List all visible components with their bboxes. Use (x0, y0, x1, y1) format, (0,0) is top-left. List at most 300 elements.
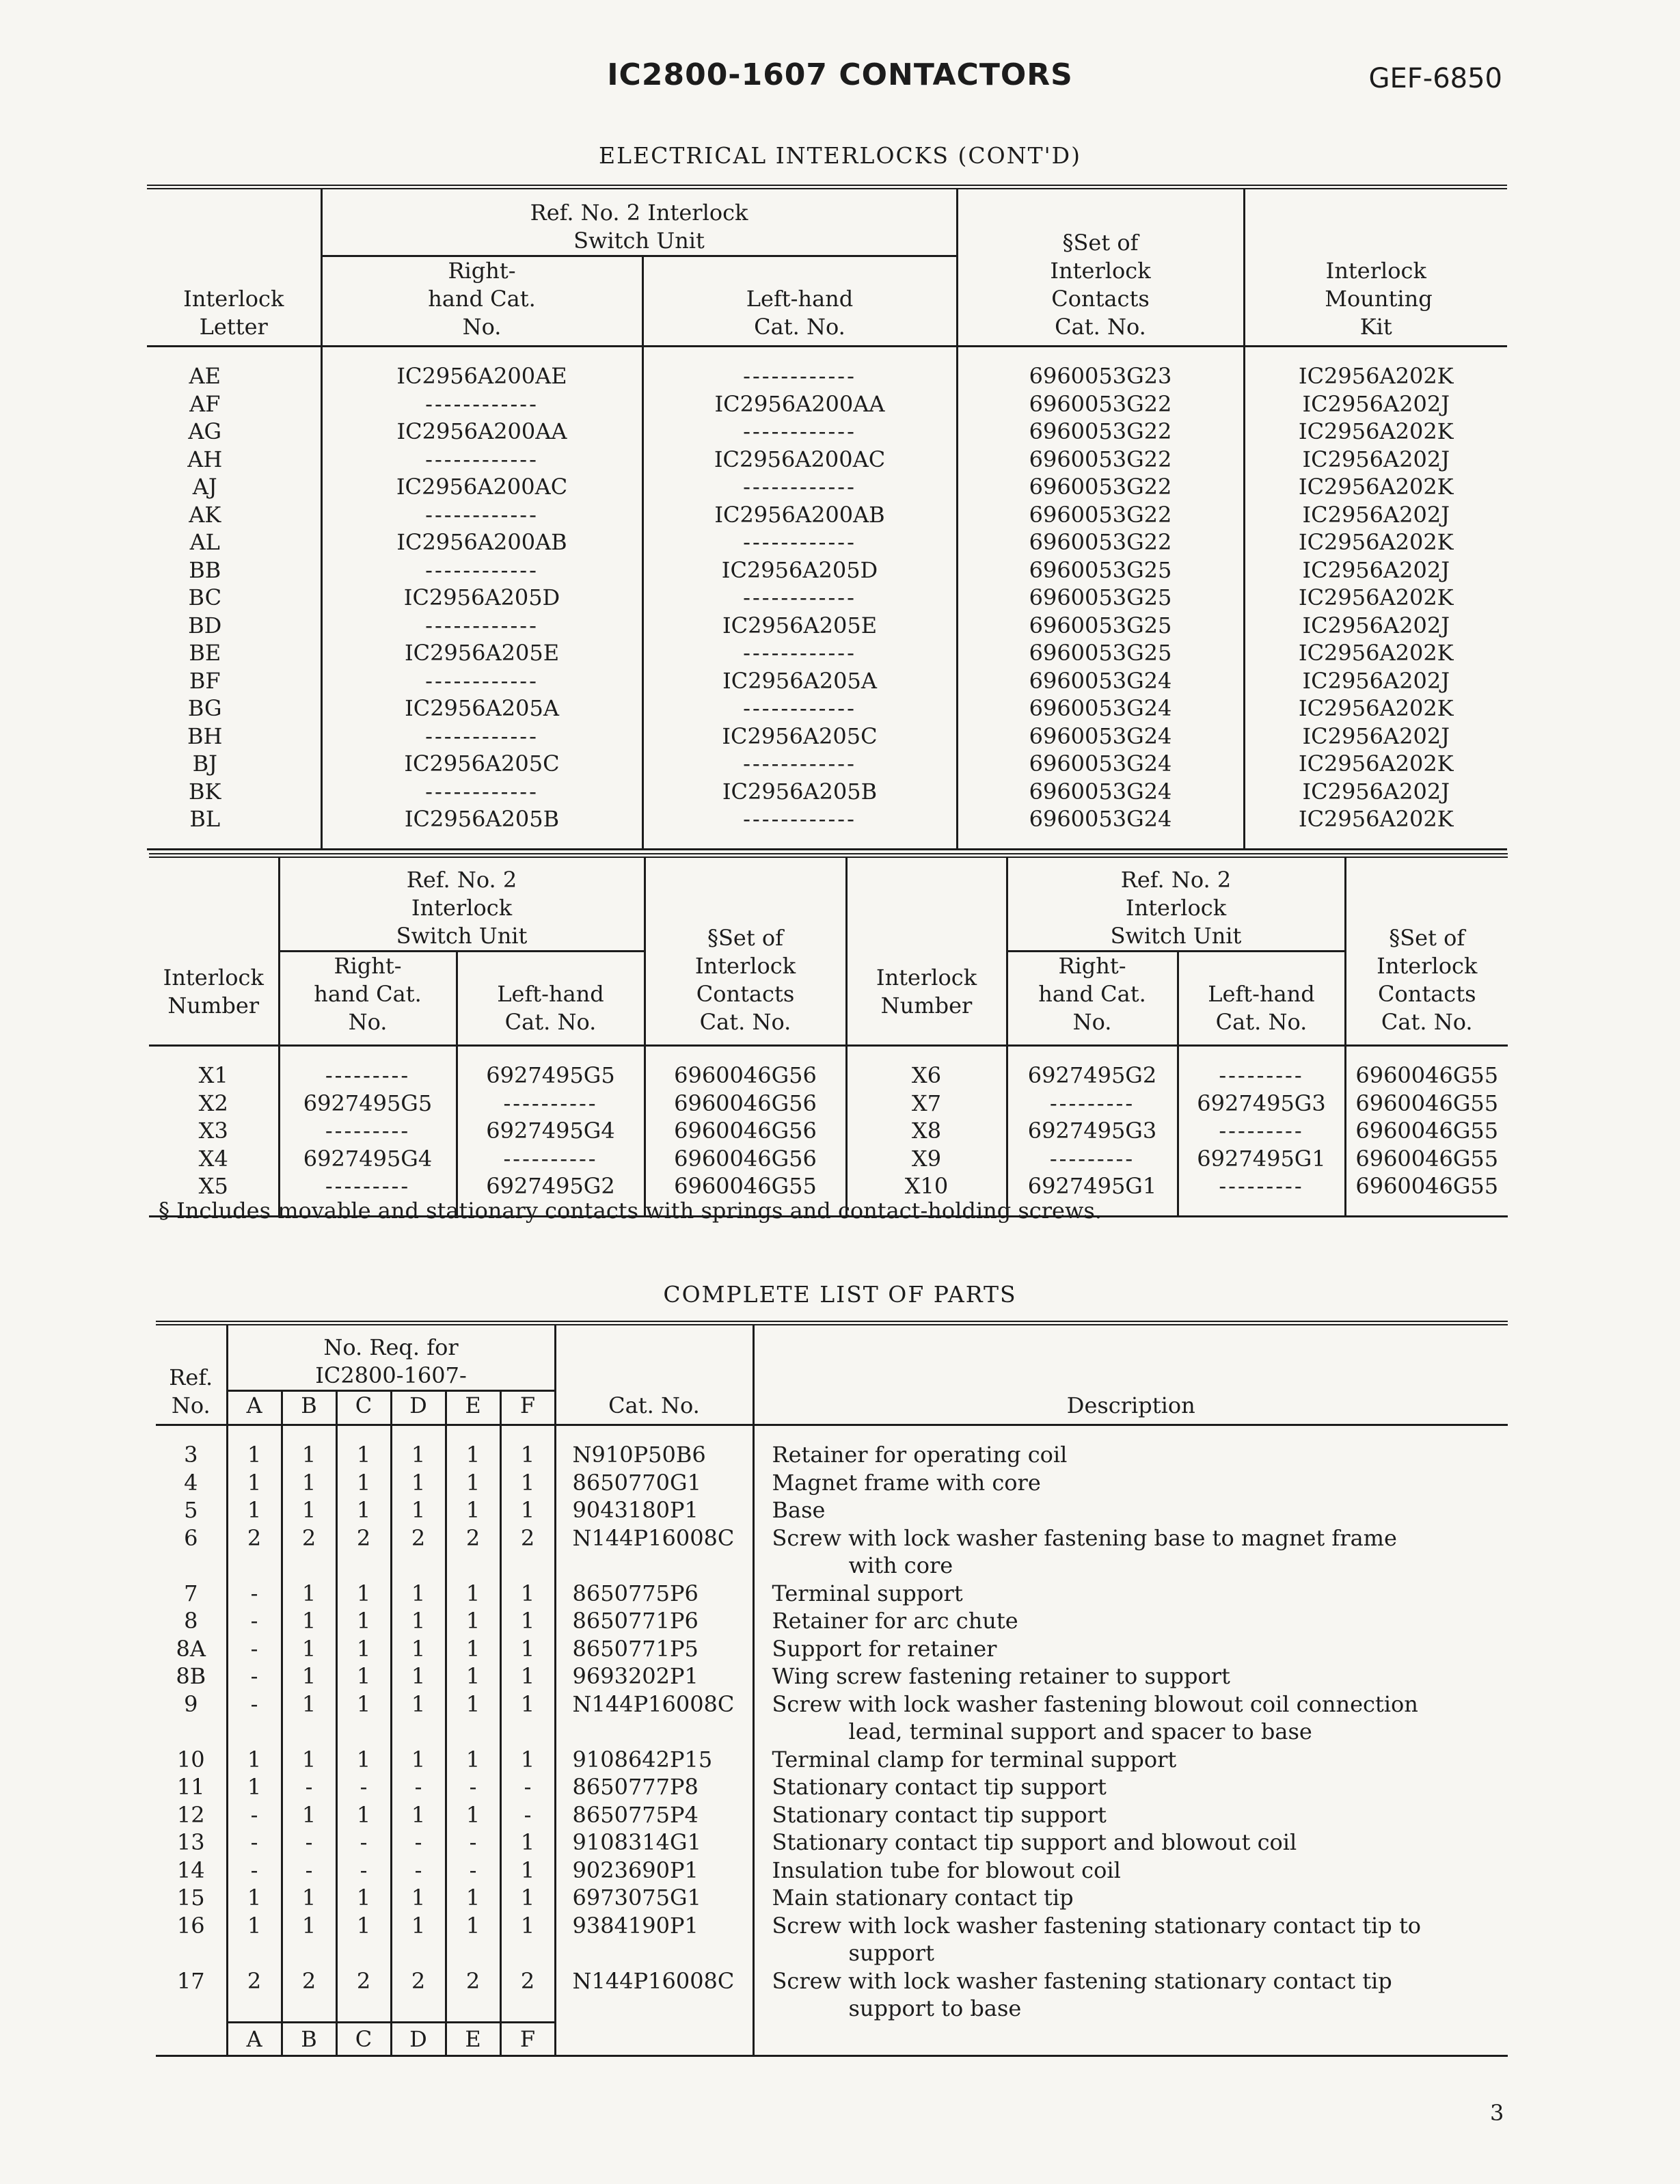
left-hand-cat-no: 6927495G1 (1178, 1145, 1345, 1173)
qty-c: 1 (336, 1912, 391, 1967)
cat-no: 9108314G1 (555, 1829, 753, 1857)
right-hand-cat-no: ------------ (321, 667, 642, 695)
left-hand-cat-no: IC2956A200AC (642, 446, 957, 474)
mounting-kit: IC2956A202K (1244, 750, 1507, 778)
qty-a: 1 (227, 1441, 282, 1469)
right-hand-cat-no: IC2956A205D (321, 584, 642, 612)
description (753, 1662, 1508, 1690)
mounting-kit: IC2956A202J (1244, 667, 1507, 695)
qty-a: - (227, 1801, 282, 1829)
left-hand-cat-no: ------------ (642, 805, 957, 833)
table-row (156, 1469, 1508, 1497)
qty-e: 1 (446, 1635, 500, 1663)
col-header-right-hand-b: Right-hand Cat. No. (1007, 952, 1178, 1046)
table-row (147, 446, 1507, 474)
ref-no: 8A (176, 1635, 206, 1662)
contacts-cat-no: 6960053G22 (957, 528, 1244, 556)
right-hand-cat-no: IC2956A200AA (321, 418, 642, 446)
cat-no: 8650777P8 (555, 1773, 753, 1801)
model-header-b: B (282, 1391, 336, 1425)
left-hand-cat-no: ------------ (642, 473, 957, 501)
document-number: GEF-6850 (1368, 63, 1502, 94)
table-row (156, 1496, 1508, 1524)
qty-a: - (227, 1580, 282, 1608)
qty-d: 1 (391, 1884, 446, 1912)
model-footer-c: C (336, 2023, 391, 2056)
description-line: Stationary contact tip support (772, 1774, 1107, 1800)
cat-no: 8650775P4 (555, 1801, 753, 1829)
col-header-interlock-number-b: Interlock Number (846, 856, 1007, 1046)
mounting-kit: IC2956A202K (1244, 584, 1507, 612)
description-line: Stationary contact tip support and blowout coil (772, 1829, 1297, 1855)
col-group-no-req: No. Req. for IC2800-1607- (227, 1323, 555, 1391)
model-footer-a: A (227, 2023, 282, 2056)
description (753, 1524, 1508, 1580)
qty-a: 1 (227, 1884, 282, 1912)
ref-no: 14 (176, 1857, 205, 1883)
description (753, 1912, 1508, 1967)
right-hand-cat-no: ------------ (321, 556, 642, 584)
right-hand-cat-no: ------------ (321, 778, 642, 806)
ref-no: 5 (184, 1497, 198, 1523)
col-group-switch-unit-b: Ref. No. 2 Interlock Switch Unit (1007, 856, 1345, 952)
table-row (147, 584, 1507, 612)
qty-b: 1 (282, 1607, 336, 1635)
interlock-number: X5 (198, 1173, 228, 1199)
contacts-cat-no: 6960046G56 (645, 1117, 846, 1145)
qty-d: 1 (391, 1469, 446, 1497)
interlock-number: X9 (846, 1145, 1007, 1173)
left-hand-cat-no: ------------ (642, 695, 957, 723)
left-hand-cat-no: IC2956A200AB (642, 501, 957, 529)
qty-e: - (446, 1857, 500, 1885)
interlock-letter: AL (189, 529, 220, 555)
qty-d: 1 (391, 1662, 446, 1690)
qty-e: 1 (446, 1690, 500, 1746)
left-hand-cat-no: --------- (1178, 1062, 1345, 1090)
qty-b: 1 (282, 1746, 336, 1774)
qty-b: 1 (282, 1441, 336, 1469)
table-row (147, 501, 1507, 529)
qty-e: 2 (446, 1524, 500, 1580)
right-hand-cat-no: IC2956A200AC (321, 473, 642, 501)
qty-b: 1 (282, 1469, 336, 1497)
model-header-c: C (336, 1391, 391, 1425)
left-hand-cat-no: IC2956A205A (642, 667, 957, 695)
qty-e: 1 (446, 1746, 500, 1774)
cat-no: N144P16008C (555, 1967, 753, 2023)
qty-c: 1 (336, 1635, 391, 1663)
table-row (149, 1062, 1508, 1090)
table-row (147, 639, 1507, 667)
right-hand-cat-no: IC2956A205A (321, 695, 642, 723)
col-header-cat-no: Cat. No. (555, 1323, 753, 1425)
parts-list-table (156, 1321, 1508, 2057)
contacts-cat-no: 6960053G24 (957, 723, 1244, 751)
left-hand-cat-no: IC2956A205D (642, 556, 957, 584)
qty-c: 1 (336, 1496, 391, 1524)
ref-no: 15 (176, 1885, 205, 1911)
interlock-number: X4 (198, 1145, 228, 1172)
right-hand-cat-no: ------------ (321, 446, 642, 474)
right-hand-cat-no: IC2956A200AE (321, 362, 642, 390)
qty-b: 2 (282, 1524, 336, 1580)
qty-e: 1 (446, 1801, 500, 1829)
right-hand-cat-no: ------------ (321, 723, 642, 751)
col-header-left-hand-a: Left-hand Cat. No. (457, 952, 645, 1046)
qty-c: - (336, 1857, 391, 1885)
interlock-letter: BJ (192, 751, 217, 777)
qty-c: 1 (336, 1884, 391, 1912)
interlock-number: X3 (198, 1118, 228, 1144)
table-row (147, 612, 1507, 640)
col-header-interlock-letter: Interlock Letter (147, 187, 321, 347)
description-line: Screw with lock washer fastening base to magnet frame (772, 1524, 1397, 1551)
left-hand-cat-no: 6927495G2 (457, 1172, 645, 1200)
col-header-interlock-number: Interlock Number (149, 856, 279, 1046)
qty-a: 2 (227, 1524, 282, 1580)
table-row (156, 1580, 1508, 1608)
qty-b: 1 (282, 1635, 336, 1663)
qty-a: - (227, 1690, 282, 1746)
description-line: Magnet frame with core (772, 1469, 1041, 1496)
interlock-letter: BH (187, 723, 223, 749)
qty-c: 1 (336, 1607, 391, 1635)
mounting-kit: IC2956A202K (1244, 805, 1507, 833)
qty-a: 1 (227, 1912, 282, 1967)
contacts-cat-no: 6960053G24 (957, 667, 1244, 695)
description-line: Support for retainer (772, 1635, 997, 1662)
interlock-letter: AH (187, 446, 223, 472)
right-hand-cat-no: ------------ (321, 501, 642, 529)
description (753, 1967, 1508, 2023)
table-row (149, 1145, 1508, 1173)
qty-d: - (391, 1773, 446, 1801)
table-row (149, 1117, 1508, 1145)
qty-c: - (336, 1829, 391, 1857)
qty-e: - (446, 1773, 500, 1801)
cat-no: 9693202P1 (555, 1662, 753, 1690)
right-hand-cat-no: --------- (279, 1172, 457, 1200)
table-row (147, 528, 1507, 556)
mounting-kit: IC2956A202K (1244, 418, 1507, 446)
table-row (156, 1801, 1508, 1829)
mounting-kit: IC2956A202J (1244, 556, 1507, 584)
mounting-kit: IC2956A202K (1244, 362, 1507, 390)
qty-b: 1 (282, 1496, 336, 1524)
description-line: Retainer for arc chute (772, 1608, 1018, 1634)
table-row (147, 778, 1507, 806)
ref-no: 10 (176, 1746, 205, 1772)
right-hand-cat-no: 6927495G4 (279, 1145, 457, 1173)
qty-d: 2 (391, 1967, 446, 2023)
contacts-cat-no: 6960053G25 (957, 556, 1244, 584)
table-row (147, 667, 1507, 695)
table-row (156, 1773, 1508, 1801)
cat-no: 8650771P6 (555, 1607, 753, 1635)
contacts-cat-no: 6960046G55 (1345, 1172, 1508, 1200)
left-hand-cat-no: ---------- (457, 1090, 645, 1118)
table-row (156, 1829, 1508, 1857)
left-hand-cat-no: ------------ (642, 418, 957, 446)
table-row (156, 1690, 1508, 1746)
cat-no: N144P16008C (555, 1690, 753, 1746)
left-hand-cat-no: ------------ (642, 750, 957, 778)
qty-f: 1 (500, 1441, 555, 1469)
interlock-number: X8 (846, 1117, 1007, 1145)
qty-f: 2 (500, 1524, 555, 1580)
page-number: 3 (1490, 2100, 1504, 2126)
right-hand-cat-no: --------- (1007, 1145, 1178, 1173)
interlock-number: X6 (846, 1062, 1007, 1090)
left-hand-cat-no: ------------ (642, 584, 957, 612)
mounting-kit: IC2956A202K (1244, 528, 1507, 556)
description (753, 1441, 1508, 1469)
description (753, 1857, 1508, 1885)
col-group-switch-unit-a: Ref. No. 2 Interlock Switch Unit (279, 856, 645, 952)
contacts-cat-no: 6960046G56 (645, 1145, 846, 1173)
ref-no: 6 (184, 1524, 198, 1551)
qty-a: - (227, 1607, 282, 1635)
qty-f: 1 (500, 1912, 555, 1967)
description (753, 1635, 1508, 1663)
col-header-contacts: §Set of Interlock Contacts Cat. No. (957, 187, 1244, 347)
right-hand-cat-no: IC2956A205C (321, 750, 642, 778)
col-header-right-hand: Right-hand Cat. No. (321, 256, 642, 347)
contacts-cat-no: 6960053G22 (957, 418, 1244, 446)
contacts-cat-no: 6960053G22 (957, 390, 1244, 418)
col-header-contacts-b: §Set of Interlock Contacts Cat. No. (1345, 856, 1508, 1046)
interlock-number-table (149, 853, 1508, 1217)
description-line: Terminal support (772, 1580, 963, 1606)
right-hand-cat-no: IC2956A205B (321, 805, 642, 833)
qty-f: 1 (500, 1690, 555, 1746)
qty-d: 1 (391, 1580, 446, 1608)
mounting-kit: IC2956A202J (1244, 612, 1507, 640)
col-header-ref-no: Ref. No. (156, 1323, 227, 1425)
table-row (156, 1441, 1508, 1469)
qty-a: - (227, 1662, 282, 1690)
mounting-kit: IC2956A202K (1244, 473, 1507, 501)
qty-e: - (446, 1829, 500, 1857)
description-line: Insulation tube for blowout coil (772, 1857, 1121, 1883)
description (753, 1801, 1508, 1829)
qty-b: 2 (282, 1967, 336, 2023)
interlock-letter: BB (189, 556, 221, 583)
contacts-cat-no: 6960053G25 (957, 639, 1244, 667)
contacts-cat-no: 6960053G22 (957, 473, 1244, 501)
table-row (147, 473, 1507, 501)
cat-no: 9108642P15 (555, 1746, 753, 1774)
col-header-contacts-a: §Set of Interlock Contacts Cat. No. (645, 856, 846, 1046)
qty-c: 1 (336, 1746, 391, 1774)
cat-no: 9023690P1 (555, 1857, 753, 1885)
description (753, 1469, 1508, 1497)
table-row (156, 1912, 1508, 1967)
ref-no: 8 (184, 1608, 198, 1634)
left-hand-cat-no: --------- (1178, 1172, 1345, 1200)
col-header-mounting-kit: Interlock Mounting Kit (1244, 187, 1507, 347)
description (753, 1773, 1508, 1801)
qty-a: 1 (227, 1469, 282, 1497)
qty-e: 1 (446, 1469, 500, 1497)
table-row (147, 805, 1507, 833)
right-hand-cat-no: --------- (1007, 1090, 1178, 1118)
model-footer-f: F (500, 2023, 555, 2056)
table-row (156, 1967, 1508, 2023)
description-line: Base (772, 1497, 826, 1523)
qty-f: 1 (500, 1829, 555, 1857)
ref-no: 12 (176, 1801, 205, 1828)
right-hand-cat-no: IC2956A205E (321, 639, 642, 667)
table-row (147, 362, 1507, 390)
interlock-letter: AG (188, 418, 222, 444)
ref-no: 4 (184, 1469, 198, 1496)
model-header-d: D (391, 1391, 446, 1425)
contacts-cat-no: 6960046G55 (1345, 1117, 1508, 1145)
footnote: § Includes movable and stationary contacts with springs and contact-holding screws. (159, 1198, 1102, 1224)
mounting-kit: IC2956A202K (1244, 639, 1507, 667)
model-header-e: E (446, 1391, 500, 1425)
qty-d: 1 (391, 1801, 446, 1829)
model-footer-row (156, 2023, 1508, 2056)
left-hand-cat-no: ------------ (642, 362, 957, 390)
qty-e: 1 (446, 1607, 500, 1635)
ref-no: 16 (176, 1912, 205, 1939)
left-hand-cat-no: 6927495G3 (1178, 1090, 1345, 1118)
qty-d: - (391, 1857, 446, 1885)
page-title: IC2800-1607 CONTACTORS (607, 57, 1073, 92)
qty-d: 1 (391, 1746, 446, 1774)
mounting-kit: IC2956A202J (1244, 446, 1507, 474)
interlock-number: X7 (846, 1090, 1007, 1118)
contacts-cat-no: 6960053G25 (957, 584, 1244, 612)
qty-a: - (227, 1829, 282, 1857)
qty-b: - (282, 1857, 336, 1885)
qty-c: 1 (336, 1469, 391, 1497)
section-title-parts: COMPLETE LIST OF PARTS (663, 1281, 1017, 1308)
contacts-cat-no: 6960053G22 (957, 501, 1244, 529)
interlock-letter: AK (189, 501, 221, 528)
table-row (156, 1524, 1508, 1580)
ref-no: 9 (184, 1690, 198, 1717)
description-continuation: lead, terminal support and spacer to base (848, 1718, 1312, 1744)
qty-d: 1 (391, 1690, 446, 1746)
interlock-letter: BE (189, 640, 221, 666)
description-line: Screw with lock washer fastening stationary contact tip (772, 1967, 1392, 1994)
left-hand-cat-no: 6927495G4 (457, 1117, 645, 1145)
col-header-description: Description (753, 1323, 1508, 1425)
model-header-f: F (500, 1391, 555, 1425)
table-row (156, 1884, 1508, 1912)
qty-b: - (282, 1773, 336, 1801)
interlock-number: X10 (846, 1172, 1007, 1200)
interlock-letter: BF (189, 667, 221, 694)
ref-no: 11 (176, 1774, 205, 1800)
qty-c: 2 (336, 1524, 391, 1580)
left-hand-cat-no: IC2956A205B (642, 778, 957, 806)
qty-d: 1 (391, 1607, 446, 1635)
right-hand-cat-no: 6927495G2 (1007, 1062, 1178, 1090)
col-group-switch-unit: Ref. No. 2 Interlock Switch Unit (321, 187, 957, 256)
qty-f: 1 (500, 1857, 555, 1885)
qty-b: 1 (282, 1662, 336, 1690)
interlock-number: X1 (198, 1062, 228, 1088)
section-title-interlocks: ELECTRICAL INTERLOCKS (CONT'D) (598, 142, 1081, 169)
left-hand-cat-no: 6927495G5 (457, 1062, 645, 1090)
interlock-letter: AF (189, 390, 221, 417)
interlock-letter: BK (189, 778, 221, 805)
contacts-cat-no: 6960053G24 (957, 750, 1244, 778)
table-row (156, 1746, 1508, 1774)
description-line: Stationary contact tip support (772, 1801, 1107, 1828)
qty-c: 1 (336, 1690, 391, 1746)
description-line: Main stationary contact tip (772, 1885, 1074, 1911)
table-row (156, 1607, 1508, 1635)
mounting-kit: IC2956A202J (1244, 501, 1507, 529)
description-line: Screw with lock washer fastening stationary contact tip to (772, 1912, 1422, 1939)
model-header-a: A (227, 1391, 282, 1425)
right-hand-cat-no: --------- (279, 1062, 457, 1090)
left-hand-cat-no: IC2956A205E (642, 612, 957, 640)
table-row (147, 418, 1507, 446)
interlock-letter: BG (187, 695, 222, 721)
qty-b: 1 (282, 1801, 336, 1829)
contacts-cat-no: 6960046G55 (645, 1172, 846, 1200)
description (753, 1496, 1508, 1524)
mounting-kit: IC2956A202K (1244, 695, 1507, 723)
model-footer-e: E (446, 2023, 500, 2056)
table-row (156, 1662, 1508, 1690)
model-footer-d: D (391, 2023, 446, 2056)
right-hand-cat-no: 6927495G5 (279, 1090, 457, 1118)
qty-a: - (227, 1857, 282, 1885)
table-row (156, 1857, 1508, 1885)
mounting-kit: IC2956A202J (1244, 390, 1507, 418)
left-hand-cat-no: ------------ (642, 639, 957, 667)
cat-no: 6973075G1 (555, 1884, 753, 1912)
right-hand-cat-no: --------- (279, 1117, 457, 1145)
interlock-letter: BL (189, 806, 221, 832)
qty-e: 2 (446, 1967, 500, 2023)
description-continuation: support to base (848, 1995, 1022, 2021)
qty-f: 1 (500, 1607, 555, 1635)
cat-no: 8650770G1 (555, 1469, 753, 1497)
right-hand-cat-no: ------------ (321, 390, 642, 418)
qty-f: 1 (500, 1884, 555, 1912)
qty-e: 1 (446, 1580, 500, 1608)
qty-c: 1 (336, 1662, 391, 1690)
right-hand-cat-no: ------------ (321, 612, 642, 640)
contacts-cat-no: 6960046G56 (645, 1090, 846, 1118)
qty-d: 2 (391, 1524, 446, 1580)
description-line: Wing screw fastening retainer to support (772, 1663, 1230, 1689)
qty-b: 1 (282, 1884, 336, 1912)
contacts-cat-no: 6960053G24 (957, 778, 1244, 806)
right-hand-cat-no: IC2956A200AB (321, 528, 642, 556)
qty-b: 1 (282, 1580, 336, 1608)
ref-no: 8B (176, 1663, 206, 1689)
contacts-cat-no: 6960046G56 (645, 1062, 846, 1090)
qty-e: 1 (446, 1912, 500, 1967)
col-header-left-hand-b: Left-hand Cat. No. (1178, 952, 1345, 1046)
left-hand-cat-no: IC2956A200AA (642, 390, 957, 418)
table-row (147, 390, 1507, 418)
qty-f: 1 (500, 1746, 555, 1774)
interlock-letter: BC (188, 584, 222, 610)
contacts-cat-no: 6960046G55 (1345, 1090, 1508, 1118)
qty-a: 1 (227, 1773, 282, 1801)
